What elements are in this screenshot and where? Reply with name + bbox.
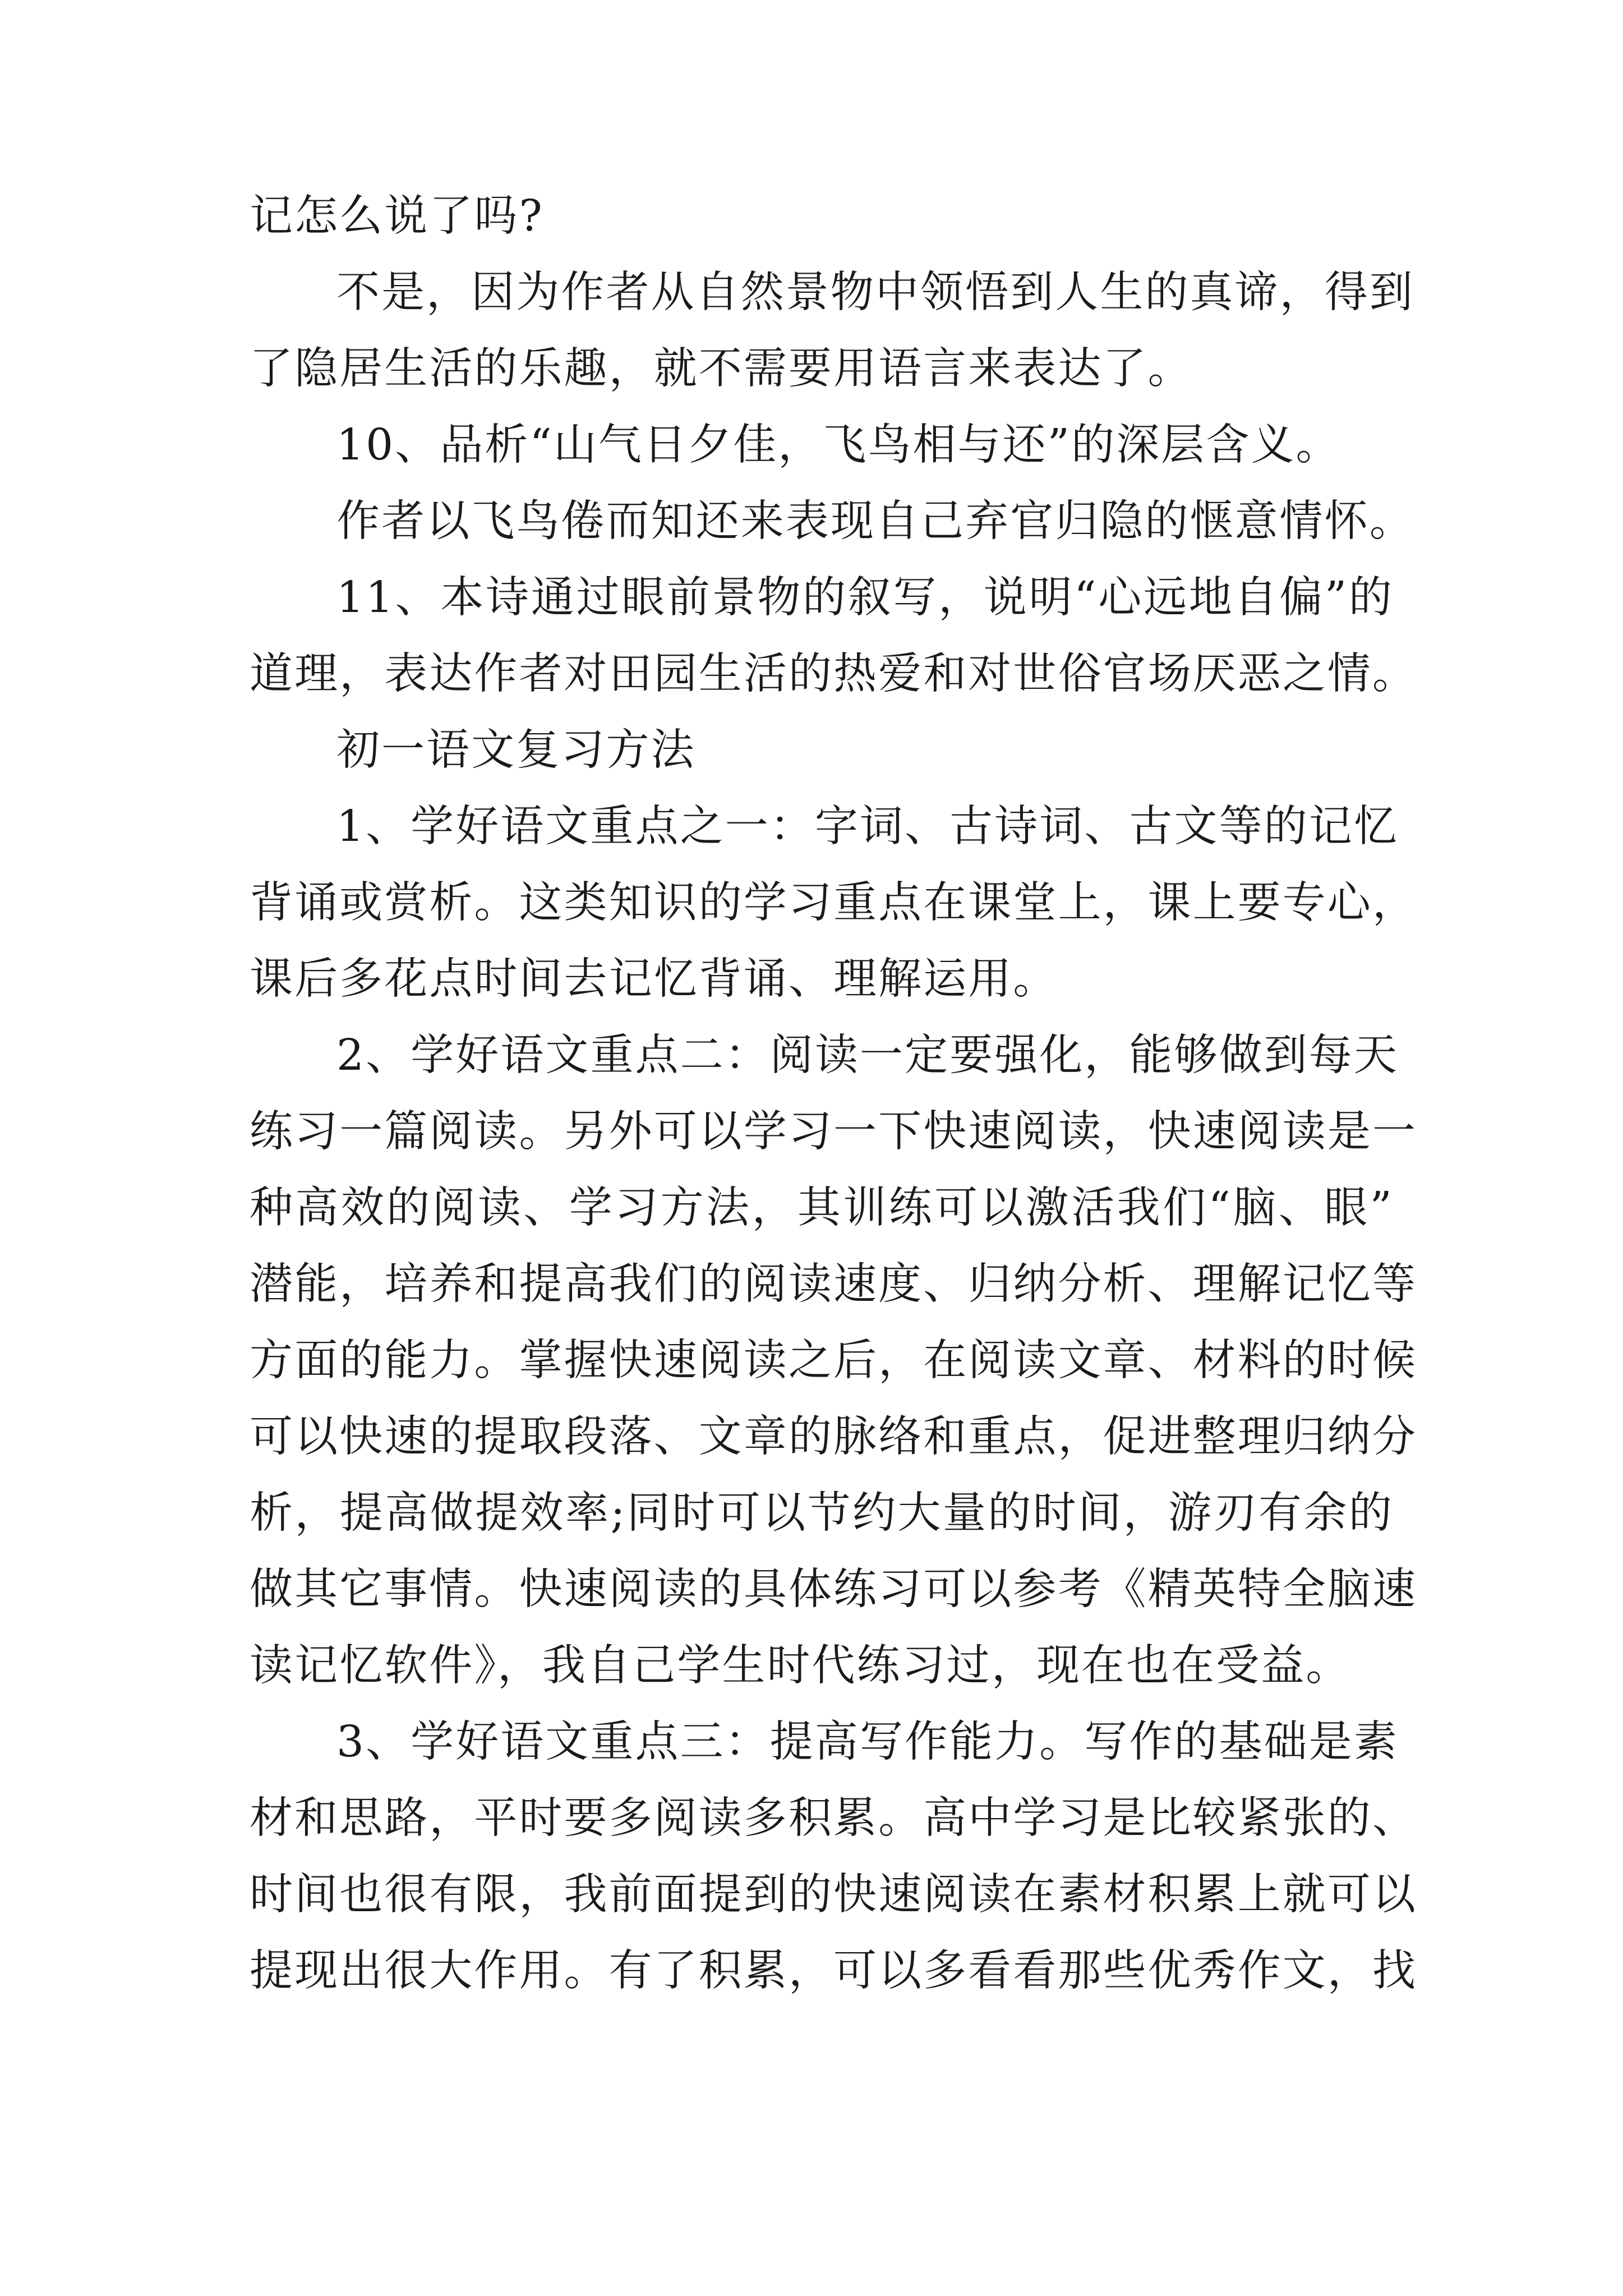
text-line: 记怎么说了吗? [250, 191, 544, 241]
text-line: 背诵或赏析。这类知识的学习重点在课堂上，课上要专心， [250, 878, 1418, 928]
section-heading: 初一语文复习方法 [336, 725, 696, 775]
text-line: 课后多花点时间去记忆背诵、理解运用。 [250, 954, 1058, 1004]
text-line: 2、学好语文重点二：阅读一定要强化，能够做到每天 [336, 1030, 1399, 1080]
text-line: 方面的能力。掌握快速阅读之后，在阅读文章、材料的时候 [250, 1336, 1418, 1386]
text-line: 提现出很大作用。有了积累，可以多看看那些优秀作文，找 [250, 1946, 1418, 1996]
text-line: 道理，表达作者对田园生活的热爱和对世俗官场厌恶之情。 [250, 649, 1418, 699]
text-line: 11、本诗通过眼前景物的叙写，说明“心远地自偏”的 [336, 573, 1394, 623]
text-line: 做其它事情。快速阅读的具体练习可以参考《精英特全脑速 [250, 1565, 1418, 1614]
text-line: 不是，因为作者从自然景物中领悟到人生的真谛，得到 [336, 268, 1414, 318]
text-line: 潜能，培养和提高我们的阅读速度、归纳分析、理解记忆等 [250, 1259, 1418, 1309]
text-line: 析，提高做提效率;同时可以节约大量的时间，游刃有余的 [250, 1488, 1394, 1538]
text-line: 材和思路，平时要多阅读多积累。高中学习是比较紧张的、 [250, 1793, 1418, 1843]
document-body [250, 178, 1418, 2009]
text-line: 3、学好语文重点三：提高写作能力。写作的基础是素 [336, 1717, 1399, 1767]
text-line: 了隐居生活的乐趣，就不需要用语言来表达了。 [250, 344, 1193, 394]
text-line: 10、品析“山气日夕佳，飞鸟相与还”的深层含义。 [336, 420, 1341, 470]
text-line: 作者以飞鸟倦而知还来表现自己弃官归隐的惬意情怀。 [336, 496, 1414, 546]
text-line: 种高效的阅读、学习方法，其训练可以激活我们“脑、眼” [250, 1183, 1394, 1233]
text-line: 1、学好语文重点之一：字词、古诗词、古文等的记忆 [336, 802, 1399, 852]
text-line: 可以快速的提取段落、文章的脉络和重点，促进整理归纳分 [250, 1412, 1418, 1462]
text-line: 练习一篇阅读。另外可以学习一下快速阅读，快速阅读是一 [250, 1107, 1418, 1157]
text-line: 时间也很有限，我前面提到的快速阅读在素材积累上就可以 [250, 1870, 1418, 1920]
text-line: 读记忆软件》，我自己学生时代练习过，现在也在受益。 [250, 1641, 1351, 1691]
